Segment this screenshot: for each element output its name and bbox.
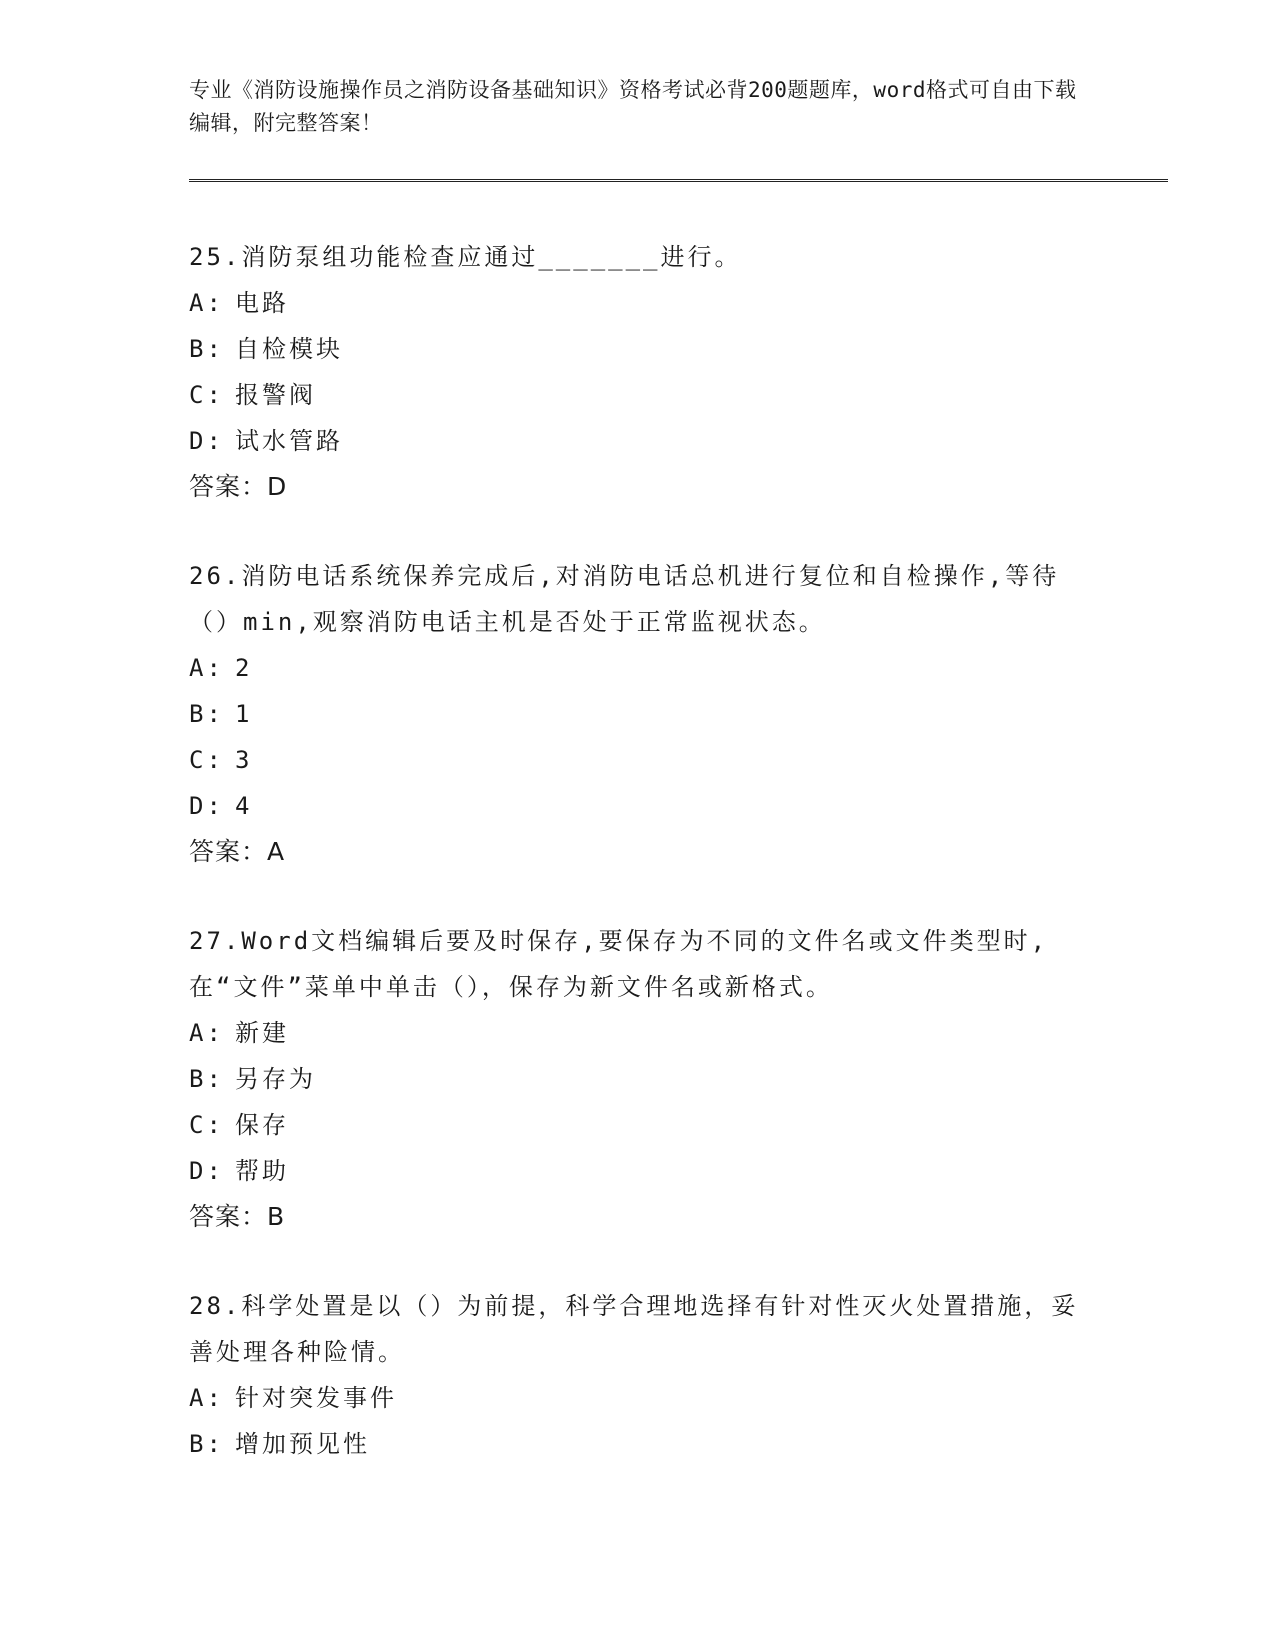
option-c xyxy=(189,372,1089,418)
option-text: 试水管路 xyxy=(235,427,343,455)
option-key: C: xyxy=(189,381,224,409)
option-d xyxy=(189,418,1089,464)
answer: 答案：D xyxy=(189,472,288,501)
question-text: 27.Word文档编辑后要及时保存,要保存为不同的文件名或文件类型时,在“文件”菜单中单击（），保存为新文件名或新格式。 xyxy=(189,927,1049,1001)
option-key: D: xyxy=(189,792,224,820)
option-text: 电路 xyxy=(235,289,289,317)
option-text: 帮助 xyxy=(235,1157,289,1185)
option-key: B: xyxy=(189,1430,224,1458)
option-b xyxy=(189,326,1089,372)
option-text: 报警阀 xyxy=(235,381,316,409)
option-text: 增加预见性 xyxy=(235,1430,370,1458)
option-a xyxy=(189,280,1089,326)
option-key: A: xyxy=(189,289,224,317)
option-text: 4 xyxy=(235,792,253,820)
question-25 xyxy=(189,234,1089,510)
option-a xyxy=(189,1375,1089,1421)
option-key: A: xyxy=(189,654,224,682)
option-text: 新建 xyxy=(235,1019,289,1047)
option-d xyxy=(189,1148,1089,1194)
question-list xyxy=(189,234,1089,1510)
option-key: A: xyxy=(189,1019,224,1047)
option-a xyxy=(189,1010,1089,1056)
question-26 xyxy=(189,553,1089,875)
option-text: 3 xyxy=(235,746,253,774)
option-text: 自检模块 xyxy=(235,335,343,363)
option-key: D: xyxy=(189,1157,224,1185)
option-a xyxy=(189,645,1089,691)
question-text: 26.消防电话系统保养完成后,对消防电话总机进行复位和自检操作,等待（）min,观察消防电话主机是否处于正常监视状态。 xyxy=(189,562,1060,636)
option-d xyxy=(189,783,1089,829)
question-27 xyxy=(189,918,1089,1240)
header-divider xyxy=(189,179,1168,182)
option-text: 针对突发事件 xyxy=(235,1384,397,1412)
question-text: 25.消防泵组功能检查应通过_______进行。 xyxy=(189,243,742,271)
option-text: 保存 xyxy=(235,1111,289,1139)
option-b xyxy=(189,1421,1089,1467)
option-key: A: xyxy=(189,1384,224,1412)
option-key: C: xyxy=(189,1111,224,1139)
answer: 答案：A xyxy=(189,837,286,866)
option-b xyxy=(189,1056,1089,1102)
option-text: 2 xyxy=(235,654,253,682)
option-key: D: xyxy=(189,427,224,455)
option-key: C: xyxy=(189,746,224,774)
option-key: B: xyxy=(189,700,224,728)
option-text: 另存为 xyxy=(235,1065,316,1093)
answer: 答案：B xyxy=(189,1202,286,1231)
question-28 xyxy=(189,1283,1089,1467)
option-key: B: xyxy=(189,1065,224,1093)
option-text: 1 xyxy=(235,700,253,728)
document-title: 专业《消防设施操作员之消防设备基础知识》资格考试必背200题题库，word格式可自由下载编辑，附完整答案！ xyxy=(189,78,1077,135)
option-c xyxy=(189,737,1089,783)
option-b xyxy=(189,691,1089,737)
option-c xyxy=(189,1102,1089,1148)
option-key: B: xyxy=(189,335,224,363)
document-header xyxy=(189,74,1079,140)
question-text: 28.科学处置是以（）为前提，科学合理地选择有针对性灭火处置措施，妥善处理各种险情。 xyxy=(189,1292,1079,1366)
